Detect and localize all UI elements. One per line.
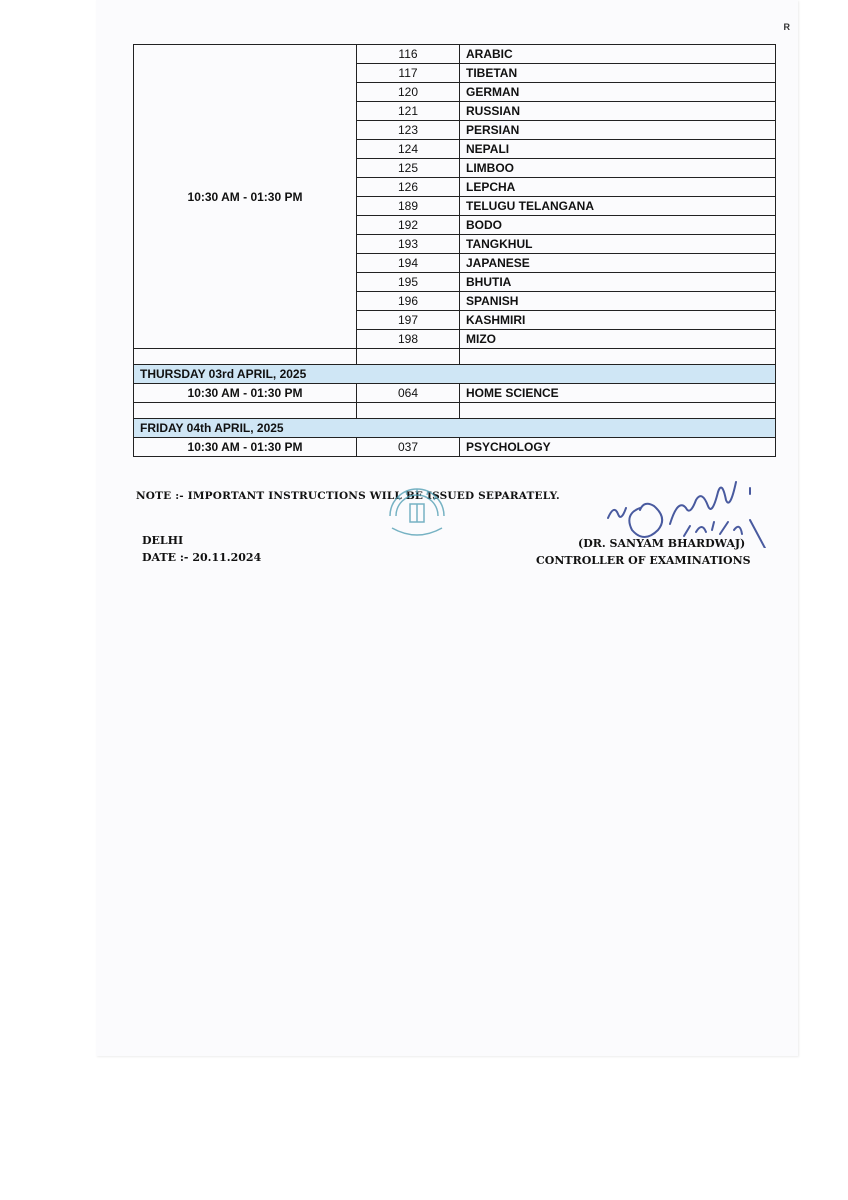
cbse-seal-icon	[380, 482, 454, 544]
subject-name: TANGKHUL	[460, 235, 776, 254]
subject-code: 117	[357, 64, 460, 83]
exam-schedule-table	[133, 44, 776, 457]
subject-name: TELUGU TELANGANA	[460, 197, 776, 216]
subject-code: 116	[357, 45, 460, 64]
blank-cell	[134, 349, 357, 365]
subject-code: 196	[357, 292, 460, 311]
blank-row	[134, 349, 776, 365]
subject-code: 195	[357, 273, 460, 292]
table-row	[134, 45, 776, 64]
exam-time: 10:30 AM - 01:30 PM	[134, 45, 357, 349]
subject-name: BHUTIA	[460, 273, 776, 292]
subject-name: TIBETAN	[460, 64, 776, 83]
subject-code: 037	[357, 438, 460, 457]
issue-date: DATE :- 20.11.2024	[142, 551, 262, 564]
subject-code: 126	[357, 178, 460, 197]
important-note: NOTE :- IMPORTANT INSTRUCTIONS WILL BE ISSUED SEPARATELY.	[136, 490, 560, 502]
blank-row	[134, 403, 776, 419]
subject-name: KASHMIRI	[460, 311, 776, 330]
signer-designation: CONTROLLER OF EXAMINATIONS	[536, 554, 751, 567]
exam-day: FRIDAY 04th APRIL, 2025	[134, 419, 776, 438]
subject-name: PERSIAN	[460, 121, 776, 140]
table-row	[134, 438, 776, 457]
subject-code: 121	[357, 102, 460, 121]
subject-code: 194	[357, 254, 460, 273]
subject-name: LIMBOO	[460, 159, 776, 178]
table-row	[134, 384, 776, 403]
blank-cell	[460, 349, 776, 365]
exam-day: THURSDAY 03rd APRIL, 2025	[134, 365, 776, 384]
subject-code: 064	[357, 384, 460, 403]
subject-code: 193	[357, 235, 460, 254]
subject-code: 189	[357, 197, 460, 216]
subject-name: MIZO	[460, 330, 776, 349]
blank-cell	[357, 349, 460, 365]
subject-name: BODO	[460, 216, 776, 235]
day-row	[134, 365, 776, 384]
exam-time: 10:30 AM - 01:30 PM	[134, 384, 357, 403]
subject-code: 123	[357, 121, 460, 140]
blank-cell	[460, 403, 776, 419]
subject-name: LEPCHA	[460, 178, 776, 197]
subject-code: 197	[357, 311, 460, 330]
subject-name: HOME SCIENCE	[460, 384, 776, 403]
subject-name: NEPALI	[460, 140, 776, 159]
subject-code: 192	[357, 216, 460, 235]
subject-code: 124	[357, 140, 460, 159]
blank-cell	[134, 403, 357, 419]
subject-name: JAPANESE	[460, 254, 776, 273]
subject-code: 120	[357, 83, 460, 102]
subject-name: PSYCHOLOGY	[460, 438, 776, 457]
subject-name: SPANISH	[460, 292, 776, 311]
signer-name: (DR. SANYAM BHARDWAJ)	[578, 537, 746, 550]
blank-cell	[357, 403, 460, 419]
day-row	[134, 419, 776, 438]
exam-time: 10:30 AM - 01:30 PM	[134, 438, 357, 457]
subject-name: ARABIC	[460, 45, 776, 64]
subject-name: RUSSIAN	[460, 102, 776, 121]
subject-code: 198	[357, 330, 460, 349]
subject-code: 125	[357, 159, 460, 178]
corner-mark: R	[783, 22, 790, 32]
place-of-issue: DELHI	[142, 534, 184, 547]
subject-name: GERMAN	[460, 83, 776, 102]
